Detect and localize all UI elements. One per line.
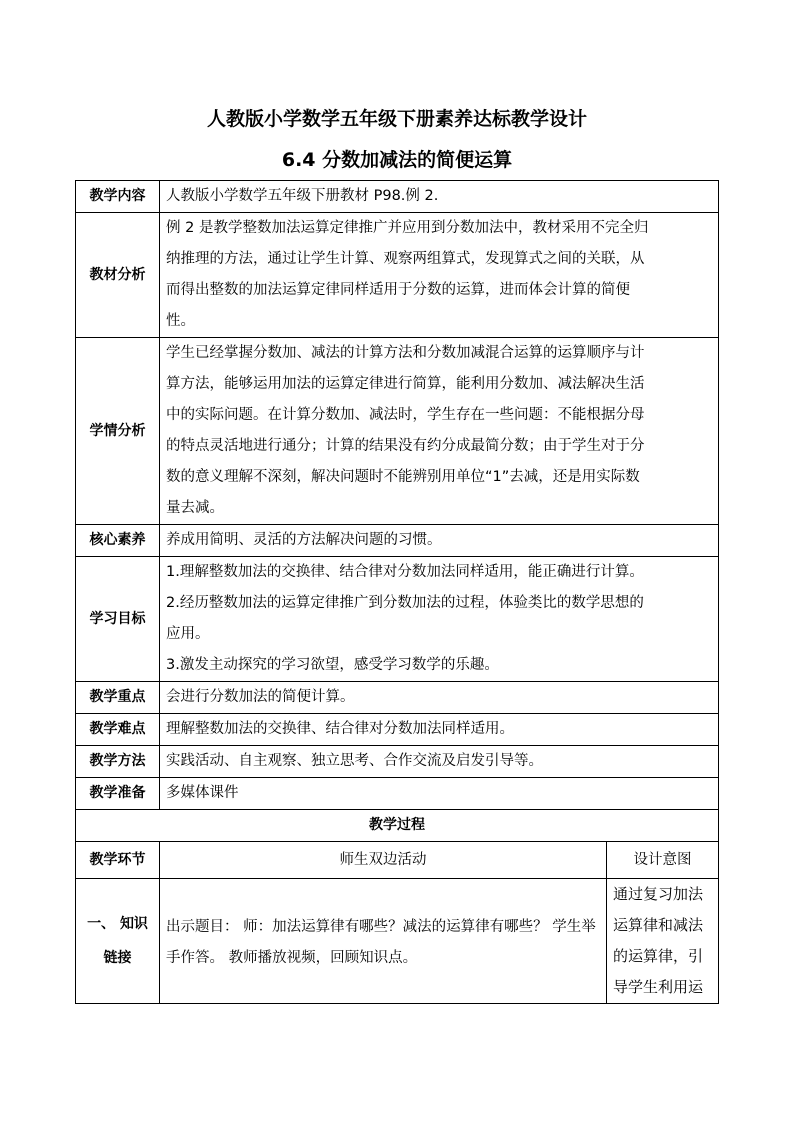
text-line: 量去减。 — [166, 500, 224, 516]
value-core-literacy — [160, 525, 719, 557]
value-content — [160, 181, 719, 213]
text-line: 数的意义理解不深刻，解决问题时不能辨别用单位“1”去减，还是用实际数 — [166, 469, 640, 485]
row-difficulties — [76, 714, 719, 746]
text-line: 养成用简明、灵活的方法解决问题的习惯。 — [166, 532, 442, 548]
activity-line: 学生举手作答。 — [166, 919, 596, 966]
row-student-analysis — [76, 338, 719, 525]
label-core-literacy: 核心素养 — [76, 525, 160, 557]
lesson-subtitle: 6.4 分数加减法的简便运算 — [281, 149, 513, 171]
lesson-plan-body — [76, 181, 719, 1004]
value-difficulties — [160, 714, 719, 746]
row-methods — [76, 746, 719, 778]
text-line: 纳推理的方法，通过让学生计算、观察两组算式，发现算式之间的关联，从 — [166, 251, 645, 267]
step-1-label — [76, 879, 160, 1004]
text-line: 例 2 是教学整数加法运算定律推广并应用到分数加法中，教材采用不完全归 — [166, 220, 649, 236]
row-material-analysis — [76, 213, 719, 338]
text-line: 理解整数加法的交换律、结合律对分数加法同样适用。 — [166, 721, 514, 737]
document-title: 人教版小学数学五年级下册素养达标教学设计 — [206, 108, 587, 130]
label-methods: 教学方法 — [76, 746, 160, 778]
value-key-points — [160, 682, 719, 714]
value-preparation — [160, 778, 719, 810]
text-line: 3.激发主动探究的学习欲望，感受学习数学的乐趣。 — [166, 657, 499, 673]
value-learning-goals — [160, 557, 719, 682]
text-line: 性。 — [166, 313, 195, 329]
row-process-title — [76, 810, 719, 842]
text-line: 多媒体课件 — [166, 785, 239, 801]
text-line: 学生已经掌握分数加、减法的计算方法和分数加减混合运算的运算顺序与计 — [166, 345, 645, 361]
activity-line: 出示题目： — [166, 919, 239, 935]
text-line: 1.理解整数加法的交换律、结合律对分数加法同样适用，能正确进行计算。 — [166, 564, 644, 580]
label-key-points: 教学重点 — [76, 682, 160, 714]
label-difficulties: 教学难点 — [76, 714, 160, 746]
value-methods — [160, 746, 719, 778]
intent-line: 导学生利用运 — [613, 978, 704, 996]
activity-line: 师：加法运算律有哪些？减法的运算律有哪些？ — [243, 919, 548, 935]
text-line: 会进行分数加法的简便计算。 — [166, 689, 355, 705]
intent-line: 通过复习加法 — [613, 885, 704, 903]
text-line: 实践活动、自主观察、独立思考、合作交流及启发引导等。 — [166, 753, 543, 769]
row-core-literacy — [76, 525, 719, 557]
step-number: 一、 — [87, 916, 116, 932]
text-line: 中的实际问题。在计算分数加、减法时，学生存在一些问题：不能根据分母 — [166, 407, 645, 423]
col-header-intent: 设计意图 — [607, 842, 719, 879]
text-line: 而得出整数的加法运算定律同样适用于分数的运算，进而体会计算的简便 — [166, 282, 630, 298]
row-key-points — [76, 682, 719, 714]
row-learning-goals — [76, 557, 719, 682]
intent-line: 运算律和减法 — [613, 916, 704, 934]
label-content: 教学内容 — [76, 181, 160, 213]
text-line: 应用。 — [166, 626, 210, 642]
value-material-analysis — [160, 213, 719, 338]
col-header-step: 教学环节 — [76, 842, 160, 879]
label-material-analysis: 教材分析 — [76, 213, 160, 338]
lesson-plan-table — [75, 180, 719, 1004]
text-line: 人教版小学数学五年级下册教材 P98.例 2. — [166, 188, 439, 204]
activity-line: 教师播放视频，回顾知识点。 — [228, 950, 418, 966]
step-name: 知识链接 — [103, 916, 148, 966]
process-section-title: 教学过程 — [76, 810, 719, 842]
intent-line: 的运算律，引 — [613, 947, 704, 965]
row-content — [76, 181, 719, 213]
label-preparation: 教学准备 — [76, 778, 160, 810]
text-line: 2.经历整数加法的运算定律推广到分数加法的过程，体验类比的数学思想的 — [166, 595, 644, 611]
label-learning-goals: 学习目标 — [76, 557, 160, 682]
label-student-analysis: 学情分析 — [76, 338, 160, 525]
value-student-analysis — [160, 338, 719, 525]
text-line: 算方法，能够运用加法的运算定律进行简算，能利用分数加、减法解决生活 — [166, 376, 645, 392]
step-1-intent — [607, 879, 719, 1004]
row-process-header — [76, 842, 719, 879]
row-step-1 — [76, 879, 719, 1004]
step-1-activity — [160, 879, 607, 1004]
col-header-activity: 师生双边活动 — [160, 842, 607, 879]
row-preparation — [76, 778, 719, 810]
text-line: 的特点灵活地进行通分；计算的结果没有约分成最简分数；由于学生对于分 — [166, 438, 645, 454]
